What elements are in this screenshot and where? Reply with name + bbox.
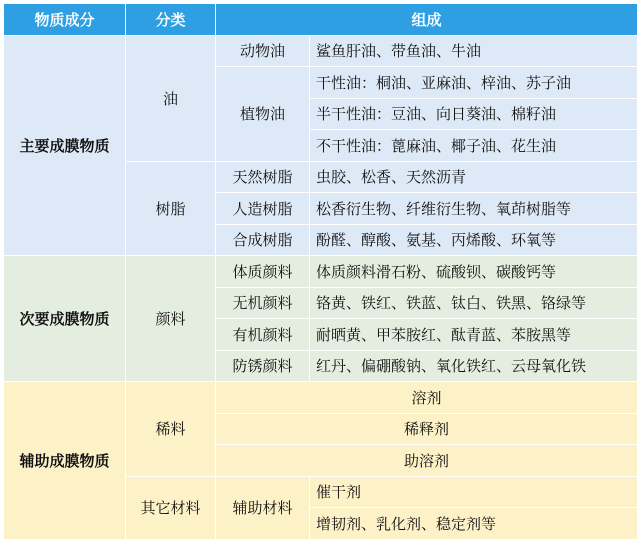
header-classification: 分类 <box>126 4 216 36</box>
items-animal-oil: 鲨鱼肝油、带鱼油、牛油 <box>310 35 638 67</box>
secondary-film-group <box>4 256 638 382</box>
table-row <box>4 35 638 67</box>
items-diluent: 稀释剂 <box>216 413 638 445</box>
class-pigment: 颜料 <box>126 256 216 382</box>
type-plant-oil: 植物油 <box>216 67 310 162</box>
items-antirust-pigment: 红丹、偏硼酸钠、氧化铁红、云母氧化铁 <box>310 350 638 382</box>
type-auxiliary-materials: 辅助材料 <box>216 476 310 539</box>
items-synthetic-resin: 酚醛、醇酸、氨基、丙烯酸、环氧等 <box>310 224 638 256</box>
type-synthetic-resin: 合成树脂 <box>216 224 310 256</box>
class-other-materials: 其它材料 <box>126 476 216 539</box>
class-resin: 树脂 <box>126 161 216 256</box>
items-artificial-resin: 松香衍生物、纤维衍生物、氧茚树脂等 <box>310 193 638 225</box>
class-thinner: 稀料 <box>126 382 216 477</box>
table-row <box>4 382 638 414</box>
items-extender-pigment: 体质颜料滑石粉、硫酸钡、碳酸钙等 <box>310 256 638 288</box>
header-composition: 组成 <box>216 4 638 36</box>
category-secondary-film: 次要成膜物质 <box>4 256 126 382</box>
auxiliary-film-group <box>4 382 638 540</box>
items-semi-drying-oil: 半干性油：豆油、向日葵油、棉籽油 <box>310 98 638 130</box>
items-inorganic-pigment: 铬黄、铁红、铁蓝、钛白、铁黑、铬绿等 <box>310 287 638 319</box>
type-organic-pigment: 有机颜料 <box>216 319 310 351</box>
category-auxiliary-film: 辅助成膜物质 <box>4 382 126 540</box>
composition-table <box>3 3 638 540</box>
type-antirust-pigment: 防锈颜料 <box>216 350 310 382</box>
header-row <box>4 4 638 36</box>
items-natural-resin: 虫胶、松香、天然沥青 <box>310 161 638 193</box>
items-drier: 催干剂 <box>310 476 638 508</box>
items-non-drying-oil: 不干性油：蓖麻油、椰子油、花生油 <box>310 130 638 162</box>
table-row <box>4 256 638 288</box>
type-artificial-resin: 人造树脂 <box>216 193 310 225</box>
category-main-film: 主要成膜物质 <box>4 35 126 256</box>
header-component: 物质成分 <box>4 4 126 36</box>
main-film-group <box>4 35 638 256</box>
type-extender-pigment: 体质颜料 <box>216 256 310 288</box>
items-plasticizers: 增韧剂、乳化剂、稳定剂等 <box>310 508 638 540</box>
items-drying-oil: 干性油：桐油、亚麻油、梓油、苏子油 <box>310 67 638 99</box>
class-oil: 油 <box>126 35 216 161</box>
items-solvent: 溶剂 <box>216 382 638 414</box>
type-animal-oil: 动物油 <box>216 35 310 67</box>
type-inorganic-pigment: 无机颜料 <box>216 287 310 319</box>
items-cosolvent: 助溶剂 <box>216 445 638 477</box>
type-natural-resin: 天然树脂 <box>216 161 310 193</box>
items-organic-pigment: 耐晒黄、甲苯胺红、酞青蓝、苯胺黑等 <box>310 319 638 351</box>
